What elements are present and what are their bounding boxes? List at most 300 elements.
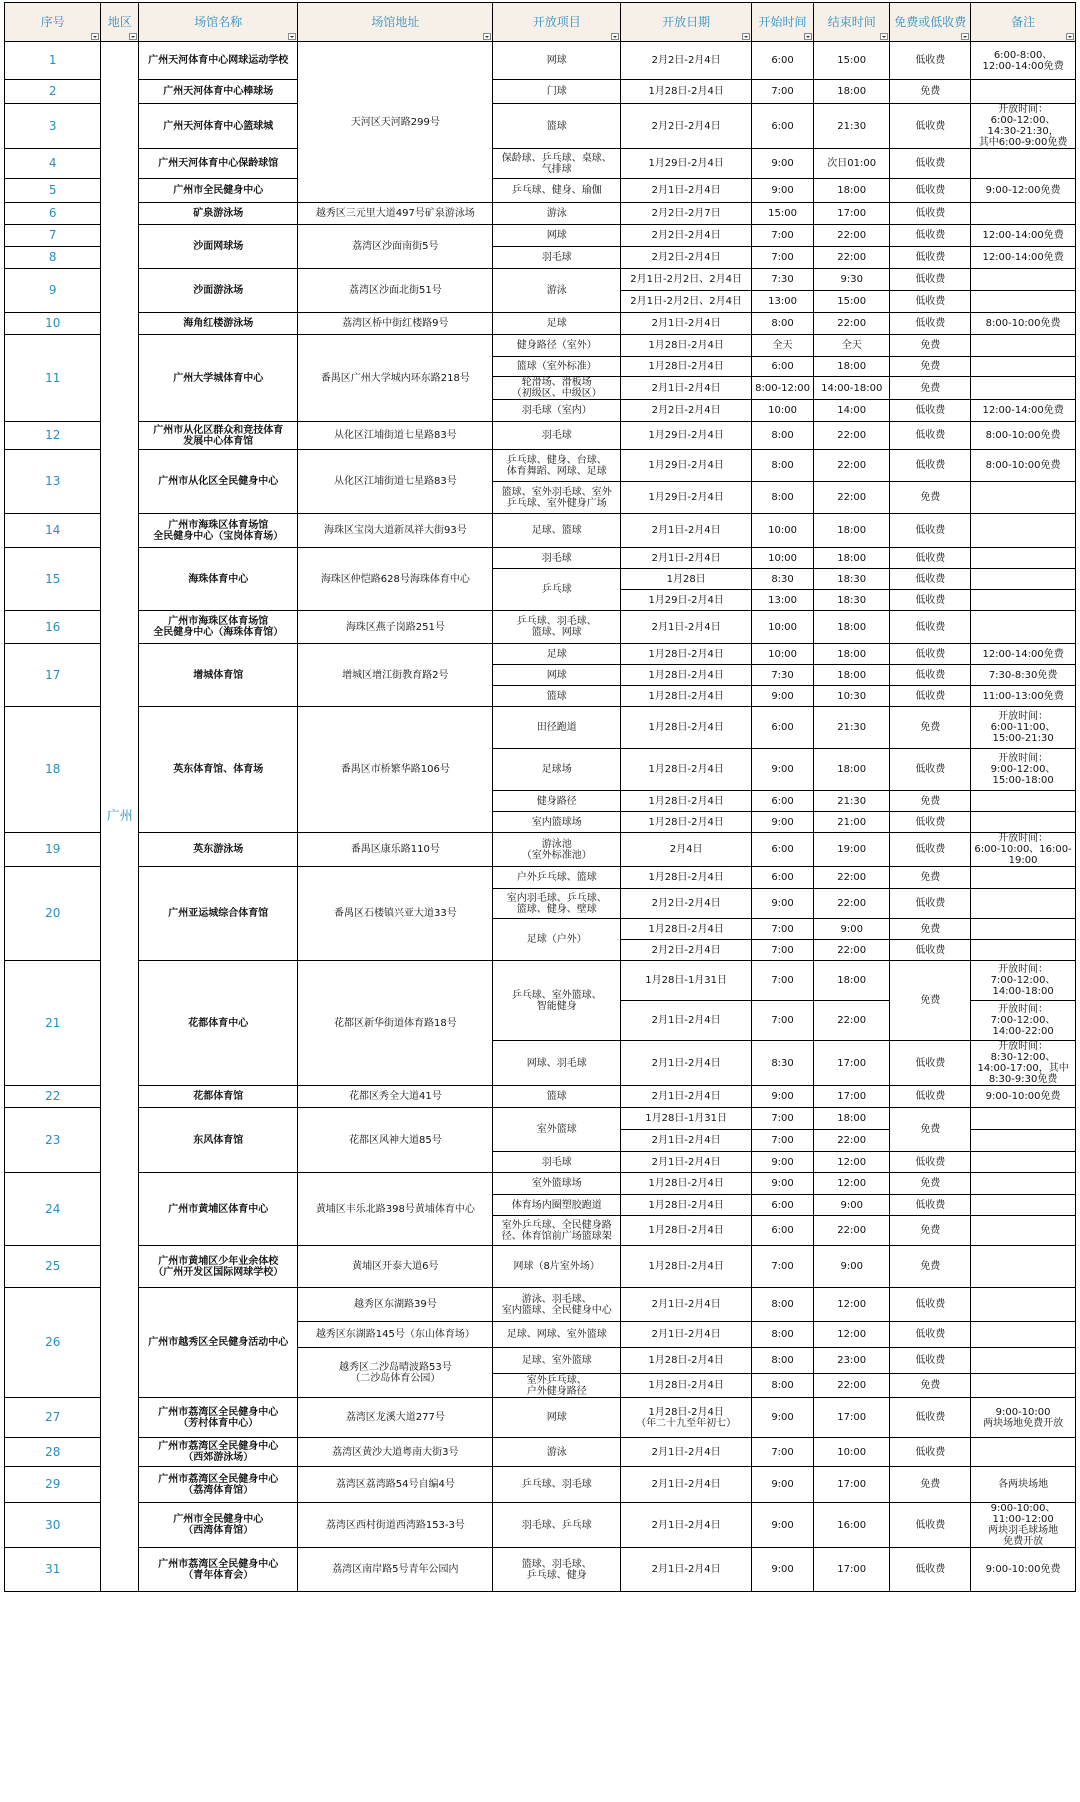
row-number: 18 (5, 707, 101, 833)
row-number: 1 (5, 42, 101, 80)
note: 开放时间： 7:00-12:00、 14:00-22:00 (971, 1001, 1076, 1041)
row-number: 22 (5, 1086, 101, 1108)
open-items: 乒乓球、羽毛球、 篮球、网球 (493, 611, 621, 644)
open-date: 2月1日-2月4日 (621, 1001, 752, 1041)
filter-dropdown-icon[interactable] (288, 33, 296, 40)
open-items: 室外乒乓球、全民健身路 径、体育馆前广场篮球架 (493, 1216, 621, 1246)
fee-type: 低收费 (890, 889, 971, 919)
open-items: 室内篮球场 (493, 812, 621, 833)
start-time: 7:00 (752, 1246, 814, 1288)
open-date: 2月1日-2月4日 (621, 1322, 752, 1348)
note: 开放时间： 8:30-12:00、 14:00-17:00，其中 8:30-9:30免费 (971, 1041, 1076, 1086)
row-number: 24 (5, 1173, 101, 1246)
table-row (5, 225, 1076, 247)
open-items: 室外篮球 (493, 1108, 621, 1152)
fee-type: 低收费 (890, 203, 971, 225)
open-date: 1月28日-2月4日 (621, 665, 752, 686)
note (971, 149, 1076, 179)
end-time: 18:00 (813, 749, 890, 791)
end-time: 18:00 (813, 665, 890, 686)
venue-address: 荔湾区桥中街红楼路9号 (298, 313, 493, 335)
end-time: 12:00 (813, 1288, 890, 1322)
note (971, 1374, 1076, 1398)
filter-dropdown-icon[interactable] (880, 33, 888, 40)
venue-address: 番禺区石楼镇兴亚大道33号 (298, 867, 493, 961)
header-col-date (621, 3, 752, 42)
row-number: 23 (5, 1108, 101, 1173)
fee-type: 低收费 (890, 749, 971, 791)
venue-name: 广州市荔湾区全民健身中心 （荔湾体育馆） (139, 1467, 298, 1503)
fee-type: 免费 (890, 1467, 971, 1503)
open-date: 1月28日 (621, 569, 752, 590)
venue-address: 荔湾区西村街道西湾路153-3号 (298, 1503, 493, 1548)
note: 开放时间： 6:00-12:00、 14:30-21:30， 其中6:00-9:00免费 (971, 104, 1076, 149)
start-time: 8:30 (752, 1041, 814, 1086)
table-row (5, 149, 1076, 179)
venue-name: 广州大学城体育中心 (139, 335, 298, 422)
table-row (5, 1288, 1076, 1322)
end-time: 18:00 (813, 961, 890, 1001)
table-row (5, 833, 1076, 867)
fee-type: 免费 (890, 335, 971, 357)
start-time: 10:00 (752, 514, 814, 548)
open-date: 2月1日-2月4日 (621, 548, 752, 569)
header-label: 备注 (1011, 15, 1036, 29)
note (971, 514, 1076, 548)
end-time: 次日01:00 (813, 149, 890, 179)
note (971, 1195, 1076, 1216)
header-row (5, 3, 1076, 42)
start-time: 13:00 (752, 291, 814, 313)
venue-address: 荔湾区沙面南街5号 (298, 225, 493, 269)
row-number: 4 (5, 149, 101, 179)
end-time: 18:00 (813, 644, 890, 665)
open-date: 1月28日-2月4日 （年二十九至年初七） (621, 1398, 752, 1438)
open-items: 羽毛球、乒乓球 (493, 1503, 621, 1548)
start-time: 8:00 (752, 1374, 814, 1398)
note (971, 203, 1076, 225)
fee-type: 免费 (890, 1108, 971, 1152)
header-label: 序号 (40, 15, 65, 29)
end-time: 21:30 (813, 104, 890, 149)
filter-dropdown-icon[interactable] (742, 33, 750, 40)
end-time: 15:00 (813, 291, 890, 313)
row-number: 7 (5, 225, 101, 247)
open-date: 2月2日-2月4日 (621, 104, 752, 149)
open-date: 2月1日-2月4日 (621, 1548, 752, 1592)
venue-address: 荔湾区荔湾路54号自编4号 (298, 1467, 493, 1503)
start-time: 10:00 (752, 548, 814, 569)
header-col-address (298, 3, 493, 42)
open-date: 2月1日-2月4日 (621, 377, 752, 400)
open-date: 1月28日-2月4日 (621, 1216, 752, 1246)
open-date: 2月1日-2月2日、2月4日 (621, 291, 752, 313)
note: 开放时间： 9:00-12:00、 15:00-18:00 (971, 749, 1076, 791)
open-items: 游泳 (493, 1438, 621, 1467)
header-col-region (101, 3, 139, 42)
venue-address: 荔湾区黄沙大道粤南大街3号 (298, 1438, 493, 1467)
end-time: 16:00 (813, 1503, 890, 1548)
start-time: 6:00 (752, 791, 814, 812)
open-date: 1月28日-2月4日 (621, 812, 752, 833)
fee-type: 低收费 (890, 812, 971, 833)
venue-name: 广州天河体育中心保龄球馆 (139, 149, 298, 179)
row-number: 31 (5, 1548, 101, 1592)
venue-address: 从化区江埔街道七星路83号 (298, 422, 493, 450)
end-time: 22:00 (813, 1130, 890, 1152)
filter-dropdown-icon[interactable] (483, 33, 491, 40)
start-time: 7:00 (752, 940, 814, 961)
start-time: 6:00 (752, 833, 814, 867)
row-number: 30 (5, 1503, 101, 1548)
note: 9:00-10:00 两块场地免费开放 (971, 1398, 1076, 1438)
open-date: 2月2日-2月4日 (621, 940, 752, 961)
end-time: 9:00 (813, 1195, 890, 1216)
table-row (5, 1503, 1076, 1548)
header-label: 免费或低收费 (894, 15, 967, 29)
start-time: 9:00 (752, 1467, 814, 1503)
fee-type: 低收费 (890, 225, 971, 247)
open-items: 网球（8片室外场） (493, 1246, 621, 1288)
venue-name: 海角红楼游泳场 (139, 313, 298, 335)
start-time: 8:00 (752, 1348, 814, 1374)
fee-type: 免费 (890, 707, 971, 749)
header-label: 地区 (107, 15, 132, 29)
venue-name: 广州市荔湾区全民健身中心 （芳村体育中心） (139, 1398, 298, 1438)
venue-address: 越秀区二沙岛晴波路53号 （二沙岛体育公园） (298, 1348, 493, 1398)
fee-type: 低收费 (890, 1195, 971, 1216)
note (971, 1130, 1076, 1152)
table-row (5, 203, 1076, 225)
note (971, 335, 1076, 357)
open-date: 1月28日-2月4日 (621, 1348, 752, 1374)
open-items: 篮球 (493, 1086, 621, 1108)
note: 12:00-14:00免费 (971, 400, 1076, 422)
venue-name: 花都体育馆 (139, 1086, 298, 1108)
fee-type: 低收费 (890, 514, 971, 548)
venue-name: 广州市全民健身中心 (139, 179, 298, 203)
open-items: 篮球 (493, 104, 621, 149)
start-time: 9:00 (752, 1398, 814, 1438)
row-number: 29 (5, 1467, 101, 1503)
start-time: 6:00 (752, 104, 814, 149)
table-body (5, 42, 1076, 1592)
venue-address: 番禺区康乐路110号 (298, 833, 493, 867)
note (971, 80, 1076, 104)
filter-dropdown-icon[interactable] (611, 33, 619, 40)
fee-type: 低收费 (890, 686, 971, 707)
fee-type: 低收费 (890, 1288, 971, 1322)
venue-name: 广州市荔湾区全民健身中心 （青年体育会） (139, 1548, 298, 1592)
end-time: 19:00 (813, 833, 890, 867)
open-date: 2月1日-2月4日 (621, 1041, 752, 1086)
table-row (5, 1108, 1076, 1130)
venue-name: 广州市黄埔区少年业余体校 （广州开发区国际网球学校） (139, 1246, 298, 1288)
venue-name: 广州市黄埔区体育中心 (139, 1173, 298, 1246)
open-date: 2月1日-2月4日 (621, 1086, 752, 1108)
note: 12:00-14:00免费 (971, 644, 1076, 665)
row-number: 20 (5, 867, 101, 961)
open-items: 篮球、室外羽毛球、室外 乒乓球、室外健身广场 (493, 482, 621, 514)
filter-dropdown-icon[interactable] (91, 33, 99, 40)
venue-address: 花都区风神大道85号 (298, 1108, 493, 1173)
end-time: 9:00 (813, 1246, 890, 1288)
fee-type: 低收费 (890, 149, 971, 179)
start-time: 6:00 (752, 867, 814, 889)
row-number: 16 (5, 611, 101, 644)
start-time: 8:00-12:00 (752, 377, 814, 400)
table-row (5, 514, 1076, 548)
venue-address: 越秀区三元里大道497号矿泉游泳场 (298, 203, 493, 225)
venue-name: 广州市海珠区体育场馆 全民健身中心（宝岗体育场） (139, 514, 298, 548)
open-items: 足球场 (493, 749, 621, 791)
note (971, 791, 1076, 812)
header-label: 开放日期 (662, 15, 711, 29)
start-time: 7:00 (752, 961, 814, 1001)
fee-type: 低收费 (890, 1322, 971, 1348)
end-time: 12:00 (813, 1152, 890, 1173)
row-number: 26 (5, 1288, 101, 1398)
fee-type: 低收费 (890, 422, 971, 450)
end-time: 22:00 (813, 889, 890, 919)
start-time: 7:30 (752, 269, 814, 291)
start-time: 9:00 (752, 812, 814, 833)
start-time: 7:00 (752, 1108, 814, 1130)
open-items: 羽毛球（室内） (493, 400, 621, 422)
start-time: 7:00 (752, 1001, 814, 1041)
end-time: 9:30 (813, 269, 890, 291)
venue-name: 东风体育馆 (139, 1108, 298, 1173)
header-col-note (971, 3, 1076, 42)
row-number: 19 (5, 833, 101, 867)
open-items: 乒乓球 (493, 569, 621, 611)
filter-dropdown-icon[interactable] (961, 33, 969, 40)
start-time: 9:00 (752, 149, 814, 179)
venue-name: 广州市越秀区全民健身活动中心 (139, 1288, 298, 1398)
open-date: 2月2日-2月4日 (621, 42, 752, 80)
start-time: 6:00 (752, 707, 814, 749)
open-items: 室外篮球场 (493, 1173, 621, 1195)
start-time: 9:00 (752, 1173, 814, 1195)
open-items: 健身路径（室外） (493, 335, 621, 357)
venue-address: 增城区增江街教育路2号 (298, 644, 493, 707)
table-row (5, 313, 1076, 335)
fee-type: 低收费 (890, 1041, 971, 1086)
header-col-venue (139, 3, 298, 42)
open-date: 2月1日-2月4日 (621, 1152, 752, 1173)
table-row (5, 611, 1076, 644)
table-row (5, 104, 1076, 149)
open-date: 2月1日-2月4日 (621, 514, 752, 548)
table-row (5, 707, 1076, 749)
region-cell: 广州 (101, 42, 139, 1592)
start-time: 7:00 (752, 919, 814, 940)
end-time: 22:00 (813, 225, 890, 247)
fee-type: 免费 (890, 377, 971, 400)
fee-type: 低收费 (890, 42, 971, 80)
open-date: 1月29日-2月4日 (621, 482, 752, 514)
note: 9:00-10:00免费 (971, 1086, 1076, 1108)
fee-type: 低收费 (890, 269, 971, 291)
note (971, 269, 1076, 291)
note (971, 1108, 1076, 1130)
start-time: 8:00 (752, 482, 814, 514)
filter-dropdown-icon[interactable] (1066, 33, 1074, 40)
note (971, 1438, 1076, 1467)
end-time: 17:00 (813, 1041, 890, 1086)
open-date: 2月2日-2月4日 (621, 225, 752, 247)
open-date: 2月1日-2月4日 (621, 1288, 752, 1322)
fee-type: 低收费 (890, 665, 971, 686)
note (971, 357, 1076, 377)
note: 开放时间： 6:00-11:00、 15:00-21:30 (971, 707, 1076, 749)
open-date: 1月29日-2月4日 (621, 590, 752, 611)
open-items: 门球 (493, 80, 621, 104)
open-items: 室外乒乓球、 户外健身路径 (493, 1374, 621, 1398)
open-date: 1月28日-2月4日 (621, 919, 752, 940)
note: 12:00-14:00免费 (971, 247, 1076, 269)
end-time: 23:00 (813, 1348, 890, 1374)
start-time: 9:00 (752, 179, 814, 203)
open-items: 网球 (493, 1398, 621, 1438)
end-time: 18:30 (813, 569, 890, 590)
open-date: 1月28日-2月4日 (621, 335, 752, 357)
fee-type: 免费 (890, 961, 971, 1041)
note (971, 940, 1076, 961)
fee-type: 低收费 (890, 1152, 971, 1173)
open-items: 篮球、羽毛球、 乒乓球、健身 (493, 1548, 621, 1592)
open-date: 2月1日-2月4日 (621, 611, 752, 644)
venue-address: 越秀区东湖路145号（东山体育场） (298, 1322, 493, 1348)
note: 6:00-8:00、 12:00-14:00免费 (971, 42, 1076, 80)
note (971, 377, 1076, 400)
end-time: 12:00 (813, 1173, 890, 1195)
start-time: 10:00 (752, 611, 814, 644)
row-number: 9 (5, 269, 101, 313)
open-items: 网球、羽毛球 (493, 1041, 621, 1086)
end-time: 10:30 (813, 686, 890, 707)
start-time: 8:00 (752, 422, 814, 450)
note: 9:00-10:00、 11:00-12:00 两块羽毛球场地 免费开放 (971, 1503, 1076, 1548)
row-number: 25 (5, 1246, 101, 1288)
venue-name: 增城体育馆 (139, 644, 298, 707)
open-date: 1月28日-2月4日 (621, 1195, 752, 1216)
end-time: 18:30 (813, 590, 890, 611)
note (971, 889, 1076, 919)
row-number: 14 (5, 514, 101, 548)
start-time: 9:00 (752, 889, 814, 919)
end-time: 18:00 (813, 514, 890, 548)
note: 8:00-10:00免费 (971, 450, 1076, 482)
venue-name: 花都体育中心 (139, 961, 298, 1086)
fee-type: 免费 (890, 357, 971, 377)
open-items: 乒乓球、健身、台球、 体育舞蹈、网球、足球 (493, 450, 621, 482)
end-time: 17:00 (813, 1548, 890, 1592)
venue-address: 黄埔区开泰大道6号 (298, 1246, 493, 1288)
end-time: 17:00 (813, 1086, 890, 1108)
note (971, 812, 1076, 833)
note (971, 482, 1076, 514)
start-time: 7:00 (752, 1130, 814, 1152)
open-items: 轮滑场、滑板场 （初级区、中级区） (493, 377, 621, 400)
table-row (5, 644, 1076, 665)
open-items: 羽毛球 (493, 548, 621, 569)
start-time: 7:00 (752, 1438, 814, 1467)
end-time: 18:00 (813, 80, 890, 104)
venue-name: 广州天河体育中心篮球城 (139, 104, 298, 149)
start-time: 6:00 (752, 42, 814, 80)
table-row (5, 422, 1076, 450)
start-time: 全天 (752, 335, 814, 357)
table-row (5, 1467, 1076, 1503)
note (971, 1152, 1076, 1173)
fee-type: 免费 (890, 791, 971, 812)
open-date: 2月1日-2月4日 (621, 1503, 752, 1548)
table-row (5, 1438, 1076, 1467)
note: 各两块场地 (971, 1467, 1076, 1503)
venue-table (4, 2, 1076, 1592)
note: 开放时间： 7:00-12:00、 14:00-18:00 (971, 961, 1076, 1001)
venue-address: 天河区天河路299号 (298, 42, 493, 203)
open-date: 1月28日-2月4日 (621, 644, 752, 665)
end-time: 22:00 (813, 940, 890, 961)
open-items: 游泳 (493, 269, 621, 313)
fee-type: 免费 (890, 1216, 971, 1246)
fee-type: 低收费 (890, 548, 971, 569)
open-date: 1月28日-2月4日 (621, 80, 752, 104)
fee-type: 免费 (890, 1374, 971, 1398)
table-row (5, 961, 1076, 1001)
fee-type: 低收费 (890, 590, 971, 611)
open-date: 2月2日-2月7日 (621, 203, 752, 225)
fee-type: 低收费 (890, 291, 971, 313)
venue-address: 越秀区东湖路39号 (298, 1288, 493, 1322)
open-items: 游泳池 （室外标准池） (493, 833, 621, 867)
open-date: 1月28日-2月4日 (621, 749, 752, 791)
start-time: 9:00 (752, 1503, 814, 1548)
note (971, 590, 1076, 611)
start-time: 6:00 (752, 357, 814, 377)
row-number: 3 (5, 104, 101, 149)
open-items: 保龄球、乒乓球、桌球、 气排球 (493, 149, 621, 179)
open-date: 1月28日-2月4日 (621, 686, 752, 707)
filter-dropdown-icon[interactable] (129, 33, 137, 40)
open-items: 篮球 (493, 686, 621, 707)
open-items: 乒乓球、室外篮球、 智能健身 (493, 961, 621, 1041)
row-number: 15 (5, 548, 101, 611)
start-time: 7:00 (752, 247, 814, 269)
end-time: 全天 (813, 335, 890, 357)
end-time: 22:00 (813, 247, 890, 269)
venue-name: 矿泉游泳场 (139, 203, 298, 225)
venue-name: 广州市荔湾区全民健身中心 （西郊游泳场） (139, 1438, 298, 1467)
end-time: 22:00 (813, 482, 890, 514)
start-time: 7:00 (752, 225, 814, 247)
venue-name: 海珠体育中心 (139, 548, 298, 611)
open-items: 健身路径 (493, 791, 621, 812)
open-date: 2月2日-2月4日 (621, 889, 752, 919)
row-number: 27 (5, 1398, 101, 1438)
open-items: 乒乓球、健身、瑜伽 (493, 179, 621, 203)
filter-dropdown-icon[interactable] (804, 33, 812, 40)
fee-type: 低收费 (890, 179, 971, 203)
open-items: 田径跑道 (493, 707, 621, 749)
start-time: 9:00 (752, 1086, 814, 1108)
end-time: 18:00 (813, 611, 890, 644)
header-col-fee (890, 3, 971, 42)
start-time: 9:00 (752, 749, 814, 791)
open-items: 户外乒乓球、篮球 (493, 867, 621, 889)
